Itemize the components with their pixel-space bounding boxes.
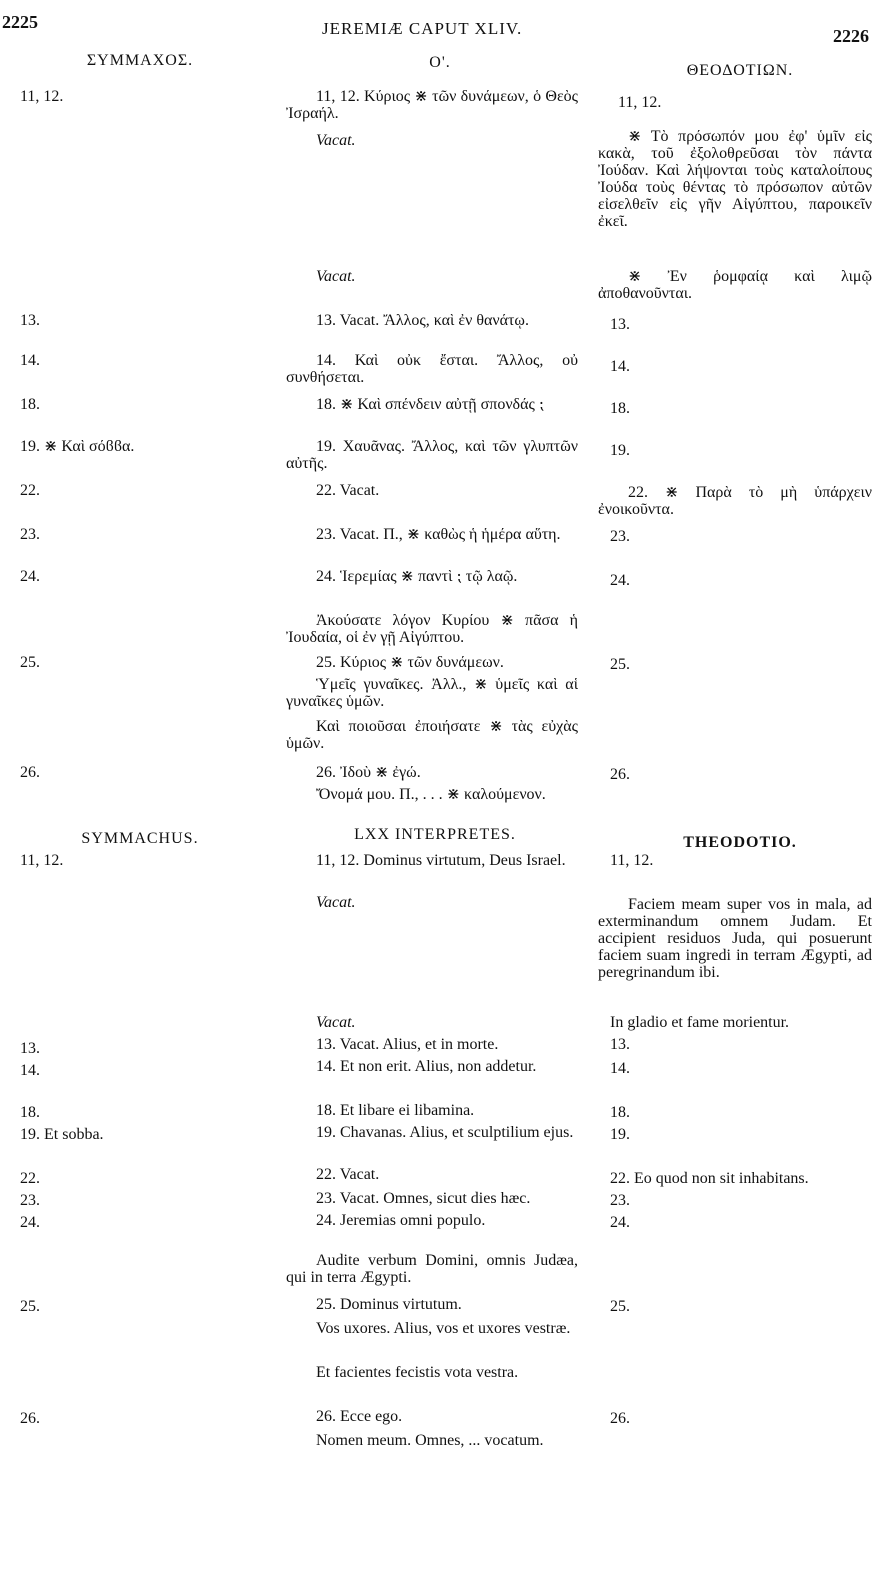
latin-theo-entry: 25. bbox=[610, 1298, 630, 1315]
running-head: JEREMIÆ CAPUT XLIV. bbox=[322, 19, 523, 38]
greek-theo-entry: 23. bbox=[610, 528, 630, 545]
greek-lxx-entry: Ὑμεῖς γυναῖκες. Ἀλλ., ⋇ ὑμεῖς καὶ αἱ γυναῖκες ὑμῶν. bbox=[286, 676, 578, 710]
latin-lxx-entry: 25. Dominus virtutum. bbox=[316, 1296, 462, 1313]
greek-theo-entry: 26. bbox=[610, 766, 630, 783]
latin-lxx-entry: 11, 12. Dominus virtutum, Deus Israel. bbox=[316, 852, 566, 869]
greek-theo-entry: 19. bbox=[610, 442, 630, 459]
latin-theo-entry: 24. bbox=[610, 1214, 630, 1231]
greek-lxx-entry: Ὄνομά μου. Π., . . . ⋇ καλούμενον. bbox=[316, 786, 546, 803]
latin-lxx-entry: 26. Ecce ego. bbox=[316, 1408, 403, 1425]
latin-theo-entry: 26. bbox=[610, 1410, 630, 1427]
latin-sym-entry: 18. bbox=[20, 1104, 40, 1121]
latin-lxx-entry: 18. Et libare ei libamina. bbox=[316, 1102, 475, 1119]
latin-sym-entry: 11, 12. bbox=[20, 852, 64, 869]
greek-lxx-entry: 22. Vacat. bbox=[316, 482, 380, 499]
greek-sym-entry: 24. bbox=[20, 568, 40, 585]
latin-theo-entry: 14. bbox=[610, 1060, 630, 1077]
latin-lxx-entry: Vos uxores. Alius, vos et uxores vestræ. bbox=[316, 1320, 571, 1337]
greek-sym-entry: 18. bbox=[20, 396, 40, 413]
greek-lxx-entry: 23. Vacat. Π., ⋇ καθὼς ἡ ἡμέρα αὕτη. bbox=[316, 526, 561, 543]
greek-lxx-entry: Ἀκούσατε λόγον Κυρίου ⋇ πᾶσα ἡ Ἰουδαία, οἱ ἐν γῇ Αἰγύπτου. bbox=[286, 612, 578, 646]
greek-sym-entry: 22. bbox=[20, 482, 40, 499]
latin-theo-entry: 11, 12. bbox=[610, 852, 654, 869]
greek-lxx-entry: 11, 12. Κύριος ⋇ τῶν δυνάμεων, ὁ Θεὸς Ἰσραήλ. bbox=[286, 88, 578, 122]
latin-lxx-entry: 19. Chavanas. Alius, et sculptilium ejus. bbox=[316, 1124, 574, 1141]
greek-theo-entry: 25. bbox=[610, 656, 630, 673]
greek-theo-entry: 24. bbox=[610, 572, 630, 589]
latin-lxx-entry: 13. Vacat. Alius, et in morte. bbox=[316, 1036, 499, 1053]
latin-lxx-entry: Vacat. bbox=[316, 894, 356, 911]
greek-sym-entry: 26. bbox=[20, 764, 40, 781]
greek-lxx-entry: 18. ⋇ Καὶ σπένδειν αὐτῇ σπονδάς ⁏ bbox=[316, 396, 545, 413]
greek-sym-entry: 14. bbox=[20, 352, 40, 369]
greek-lxx-entry: Καὶ ποιοῦσαι ἐποιήσατε ⋇ τὰς εὐχὰς ὑμῶν. bbox=[286, 718, 578, 752]
greek-theo-entry: 11, 12. bbox=[618, 94, 662, 111]
greek-lxx-entry: 13. Vacat. Ἄλλος, καὶ ἐν θανάτῳ. bbox=[316, 312, 529, 329]
latin-sym-entry: 24. bbox=[20, 1214, 40, 1231]
latin-theo-entry: Faciem meam super vos in mala, ad exterminandum omnem Judam. Et accipient residuos Juda, qui posuerunt faciem suam ingredi in terram Ægypti, ad peregrinandum ibi. bbox=[598, 896, 872, 981]
greek-lxx-entry: 14. Καὶ οὐκ ἔσται. Ἄλλος, οὐ συνθήσεται. bbox=[286, 352, 578, 386]
greek-theo-entry: 13. bbox=[610, 316, 630, 333]
greek-sym-entry: 23. bbox=[20, 526, 40, 543]
latin-theo-entry: 18. bbox=[610, 1104, 630, 1121]
greek-theo-entry: 18. bbox=[610, 400, 630, 417]
greek-sym-entry: 13. bbox=[20, 312, 40, 329]
greek-theo-entry: ⋇ Τὸ πρόσωπόν μου ἐφ' ὑμῖν εἰς κακὰ, τοῦ ἐξολοθρεῦσαι τὸν πάντα Ἰούδαν. Καὶ λήψονται τοὺς καταλοίπους Ἰούδα τοὺς θέντας τὸ πρόσωπον αὐτῶν εἰσελθεῖν εἰς γῆν Αἰγύπτου, παροικεῖν ἐκεῖ. bbox=[598, 128, 872, 230]
greek-header-lxx: Ο'. bbox=[429, 54, 451, 71]
right-page-number: 2226 bbox=[833, 26, 869, 46]
greek-theo-entry: 22. ⋇ Παρὰ τὸ μὴ ὑπάρχειν ἐνοικοῦντα. bbox=[598, 484, 872, 518]
latin-lxx-entry: 22. Vacat. bbox=[316, 1166, 380, 1183]
greek-theo-entry: ⋇ Ἐν ῥομφαίᾳ καὶ λιμῷ ἀποθανοῦνται. bbox=[598, 268, 872, 302]
latin-header-symmachus: SYMMACHUS. bbox=[81, 830, 199, 847]
greek-sym-entry: 25. bbox=[20, 654, 40, 671]
latin-sym-entry: 14. bbox=[20, 1062, 40, 1079]
greek-header-theodotion: ΘΕΟΔΟΤΙΩΝ. bbox=[686, 62, 794, 79]
latin-header-lxx: LXX INTERPRETES. bbox=[354, 826, 516, 843]
latin-sym-entry: 22. bbox=[20, 1170, 40, 1187]
latin-sym-entry: 19. Et sobba. bbox=[20, 1126, 104, 1143]
greek-lxx-entry: 24. Ἱερεμίας ⋇ παντὶ ⁏ τῷ λαῷ. bbox=[316, 568, 518, 585]
greek-lxx-entry: 19. Χαυᾶνας. Ἄλλος, καὶ τῶν γλυπτῶν αὐτῆς. bbox=[286, 438, 578, 472]
latin-lxx-entry: Audite verbum Domini, omnis Judæa, qui in terra Ægypti. bbox=[286, 1252, 578, 1286]
greek-lxx-entry: 26. Ἰδοὺ ⋇ ἐγώ. bbox=[316, 764, 421, 781]
latin-theo-entry: 13. bbox=[610, 1036, 630, 1053]
latin-header-theodotion: THEODOTIO. bbox=[683, 834, 797, 851]
latin-lxx-entry: 24. Jeremias omni populo. bbox=[316, 1212, 486, 1229]
latin-lxx-entry: 14. Et non erit. Alius, non addetur. bbox=[316, 1058, 537, 1075]
greek-lxx-entry: Vacat. bbox=[316, 132, 356, 149]
greek-lxx-entry: 25. Κύριος ⋇ τῶν δυνάμεων. bbox=[316, 654, 504, 671]
greek-header-symmachus: ΣΥΜΜΑΧΟΣ. bbox=[86, 52, 194, 69]
left-page-number: 2225 bbox=[2, 12, 38, 32]
greek-theo-entry: 14. bbox=[610, 358, 630, 375]
latin-lxx-entry: Et facientes fecistis vota vestra. bbox=[316, 1364, 519, 1381]
latin-sym-entry: 26. bbox=[20, 1410, 40, 1427]
greek-sym-entry: 11, 12. bbox=[20, 88, 64, 105]
greek-sym-entry: 19. ⋇ Καὶ σόϐϐα. bbox=[20, 438, 135, 455]
latin-sym-entry: 23. bbox=[20, 1192, 40, 1209]
latin-sym-entry: 25. bbox=[20, 1298, 40, 1315]
latin-theo-entry: 23. bbox=[610, 1192, 630, 1209]
latin-theo-entry: 19. bbox=[610, 1126, 630, 1143]
latin-lxx-entry: Vacat. bbox=[316, 1014, 356, 1031]
latin-lxx-entry: Nomen meum. Omnes, ... vocatum. bbox=[316, 1432, 544, 1449]
latin-sym-entry: 13. bbox=[20, 1040, 40, 1057]
latin-lxx-entry: 23. Vacat. Omnes, sicut dies hæc. bbox=[316, 1190, 531, 1207]
latin-theo-entry: In gladio et fame morientur. bbox=[610, 1014, 790, 1031]
greek-lxx-entry: Vacat. bbox=[316, 268, 356, 285]
latin-theo-entry: 22. Eo quod non sit inhabitans. bbox=[610, 1170, 809, 1187]
